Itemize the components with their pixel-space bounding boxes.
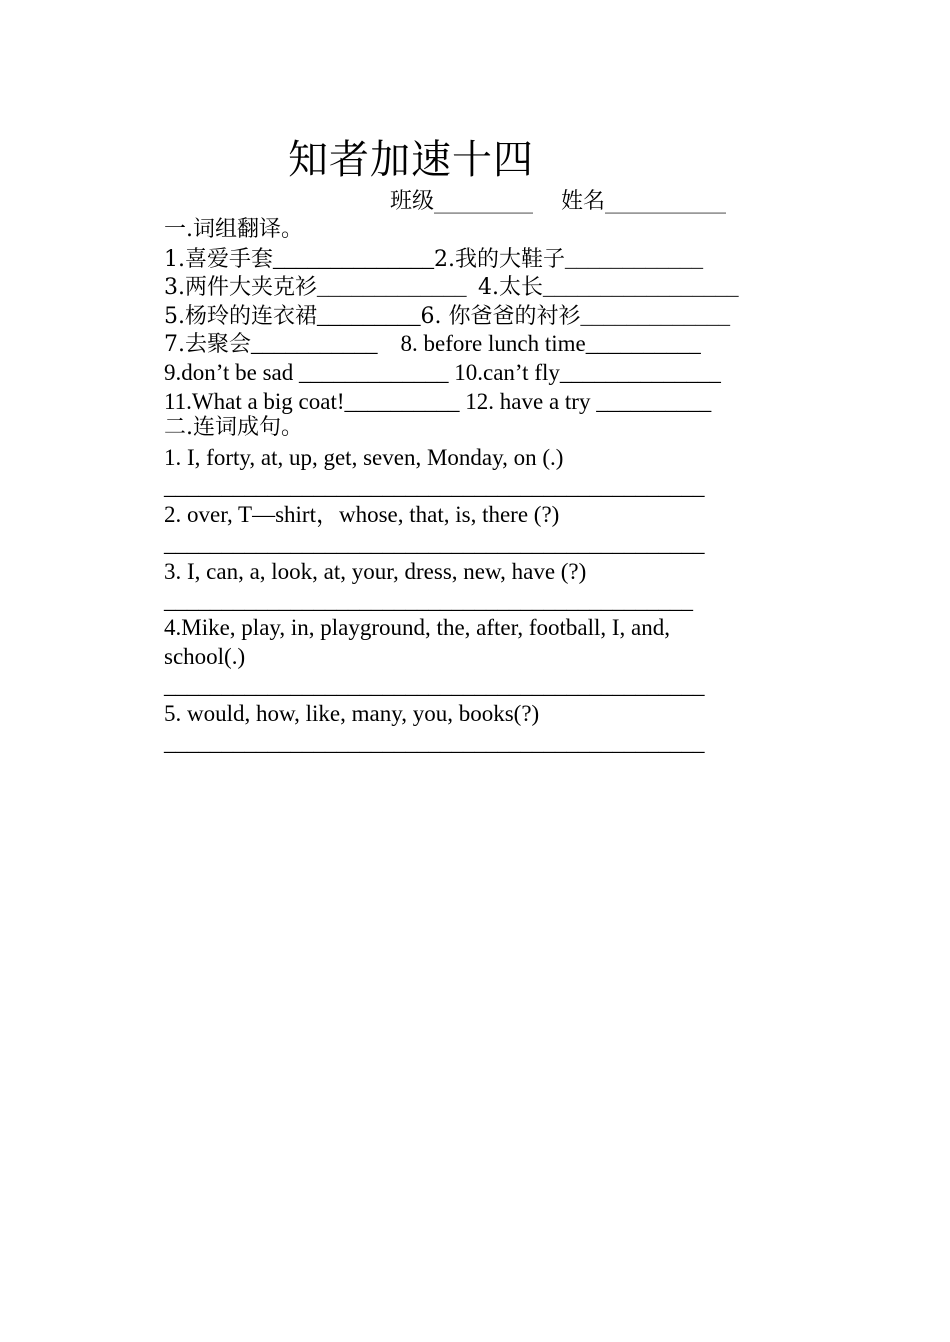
answer-blank-9[interactable]: _____________ xyxy=(299,360,449,385)
translation-row-2 xyxy=(164,273,739,302)
class-label: 班级 xyxy=(390,189,435,214)
page-title: 知者加速十四 xyxy=(288,137,534,183)
sentence-item-1: 1. I, forty, at, up, get, seven, Monday, on (.) xyxy=(164,445,564,470)
phrase-6: 6. 你爸爸的衬衫 xyxy=(420,304,581,329)
phrase-3: 3.两件大夹克衫 xyxy=(164,275,317,300)
phrase-2: 2.我的大鞋子 xyxy=(434,247,565,272)
answer-blank-7[interactable]: ___________ xyxy=(251,331,378,356)
class-blank[interactable]: _________ xyxy=(434,189,534,214)
translation-row-3 xyxy=(164,302,730,331)
sentence-answer-line-4[interactable]: _______________________________________________ xyxy=(164,673,705,698)
sentence-item-2: 2. over, T—shirt，whose, that, is, there (?) xyxy=(164,502,560,527)
answer-blank-2[interactable]: ____________ xyxy=(565,246,703,271)
translation-row-6 xyxy=(164,388,711,416)
name-label: 姓名 xyxy=(561,189,606,214)
answer-blank-6[interactable]: _____________ xyxy=(580,303,730,328)
answer-blank-11[interactable]: __________ xyxy=(344,389,460,414)
phrase-9: 9.don’t be sad xyxy=(164,360,294,385)
sentence-item-5: 5. would, how, like, many, you, books(?) xyxy=(164,701,540,726)
answer-blank-10[interactable]: ______________ xyxy=(559,360,721,385)
answer-blank-1[interactable]: ______________ xyxy=(273,246,434,271)
phrase-10: 10.can’t fly xyxy=(454,360,560,385)
translation-row-5 xyxy=(164,359,721,387)
sentence-answer-line-5[interactable]: _______________________________________________ xyxy=(164,730,705,755)
answer-blank-5[interactable]: _________ xyxy=(317,303,421,328)
phrase-12: 12. have a try xyxy=(465,389,591,414)
translation-row-1 xyxy=(164,245,703,274)
sentence-answer-line-1[interactable]: _______________________________________________ xyxy=(164,474,705,499)
phrase-4: 4.太长 xyxy=(478,275,543,300)
translation-row-4 xyxy=(164,330,701,359)
phrase-5: 5.杨玲的连衣裙 xyxy=(164,304,317,329)
phrase-1: 1.喜爱手套 xyxy=(164,247,273,272)
phrase-8: 8. before lunch time xyxy=(400,331,586,356)
sentence-item-4: 4.Mike, play, in, playground, the, after, football, I, and, xyxy=(164,615,671,640)
sentence-item-3: 3. I, can, a, look, at, your, dress, new, have (?) xyxy=(164,559,587,584)
section-2-heading: 二.连词成句。 xyxy=(164,415,303,440)
sentence-answer-line-3[interactable]: ______________________________________________ xyxy=(164,588,693,613)
name-blank[interactable]: ___________ xyxy=(605,189,727,214)
student-info-row xyxy=(390,188,726,216)
phrase-11: 11.What a big coat! xyxy=(164,389,345,414)
answer-blank-3[interactable]: _____________ xyxy=(317,274,467,299)
answer-blank-4[interactable]: _________________ xyxy=(543,274,739,299)
sentence-item-4-continued: school(.) xyxy=(164,644,246,669)
answer-blank-8[interactable]: __________ xyxy=(585,331,701,356)
answer-blank-12[interactable]: __________ xyxy=(596,389,712,414)
phrase-7: 7.去聚会 xyxy=(164,332,251,357)
sentence-answer-line-2[interactable]: _______________________________________________ xyxy=(164,531,705,556)
section-1-heading: 一.词组翻译。 xyxy=(164,217,303,242)
